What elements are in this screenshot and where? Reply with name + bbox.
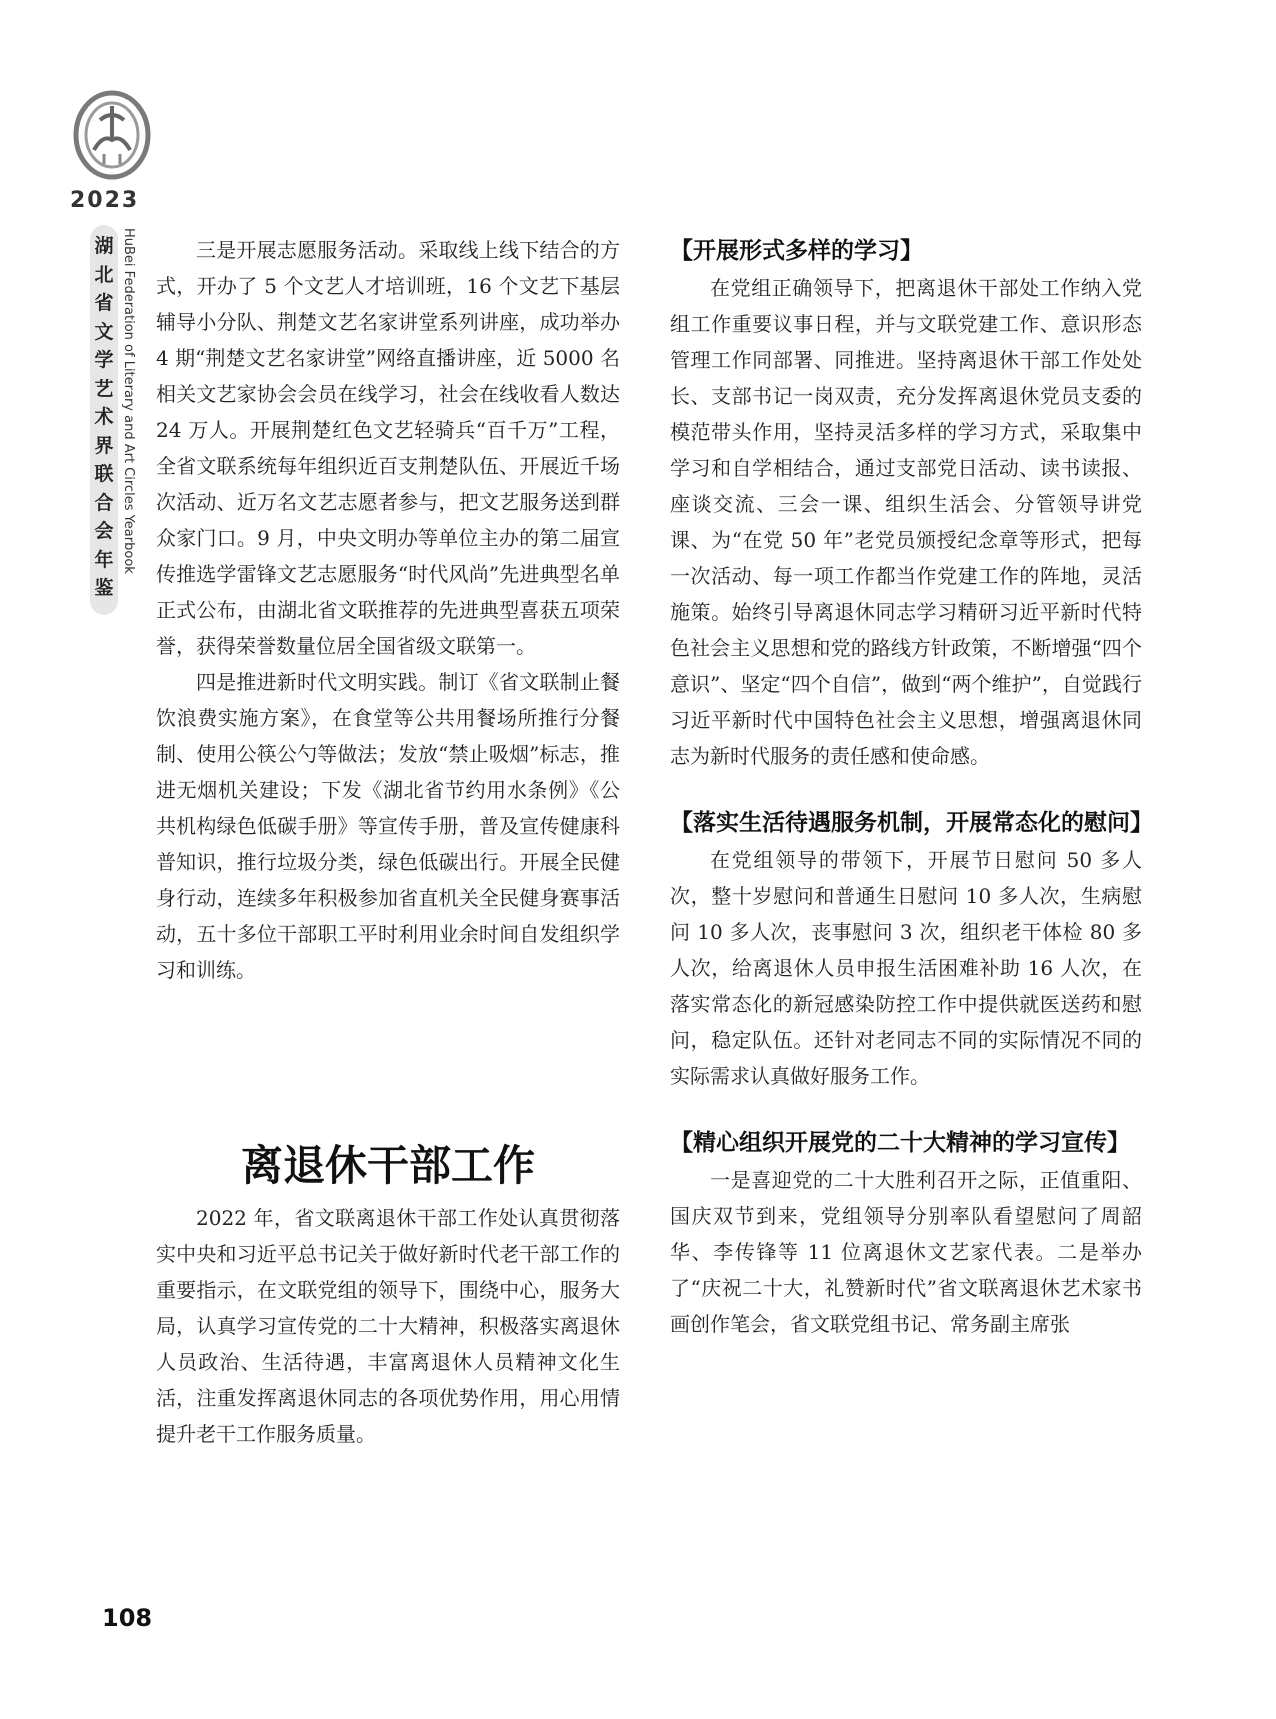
paragraph-twentieth-congress: 一是喜迎党的二十大胜利召开之际，正值重阳、国庆双节到来，党组领导分别率队看望慰问了周韶华、李传锋等 11 位离退休文艺家代表。二是举办了“庆祝二十大，礼赞新时代”省文联离退休艺术家书画创作笔会，省文联党组书记、常务副主席张: [670, 1168, 1142, 1336]
paragraph-volunteer-service: 三是开展志愿服务活动。采取线上线下结合的方式，开办了 5 个文艺人才培训班，16 个文艺下基层辅导小分队、荆楚文艺名家讲堂系列讲座，成功举办 4 期“荆楚文艺名家讲堂”网络直播讲座，近 5000 名相关文艺家协会会员在线学习，社会在线收看人数达 24 万人。开展荆楚红色文艺轻骑兵“百千万”工程，全省文联系统每年组织近百支荆楚队伍、开展近千场次活动、近万名文艺志愿者参与，把文艺服务送到群众家门口。9 月，中央文明办等单位主办的第二届宣传推选学雷锋文艺志愿服务“时代风尚”先进典型名单正式公布，由湖北省文联推荐的先进典型喜获五项荣誉，获得荣誉数量位居全国省级文联第一。: [156, 238, 620, 658]
vertical-title-cn: 湖北省文学艺术界联合会年鉴: [94, 235, 114, 599]
heading-twentieth-congress: 【精心组织开展党的二十大精神的学习宣传】: [670, 1130, 1130, 1156]
right-column: [670, 232, 1153, 1342]
paragraph-study: 在党组正确领导下，把离退休干部处工作纳入党组工作重要议事日程，并与文联党建工作、意识形态管理工作同部署、同推进。坚持离退休干部工作处处长、支部书记一岗双责，充分发挥离退休党员支委的模范带头作用，坚持灵活多样的学习方式，采取集中学习和自学相结合，通过支部党日活动、读书读报、座谈交流、三会一课、组织生活会、分管领导讲党课、为“在党 50 年”老党员颁授纪念章等形式，把每一次活动、每一项工作都当作党建工作的阵地，灵活施策。始终引导离退休同志学习精研习近平新时代特色社会主义思想和党的路线方针政策，不断增强“四个意识”、坚定“四个自信”，做到“两个维护”，自觉践行习近平新时代中国特色社会主义思想，增强离退休同志为新时代服务的责任感和使命感。: [670, 276, 1142, 768]
heading-condolence: 【落实生活待遇服务机制，开展常态化的慰问】: [670, 810, 1153, 836]
year-label: 2023: [70, 188, 140, 213]
section-title: 离退休干部工作: [240, 1141, 535, 1190]
heading-study: 【开展形式多样的学习】: [670, 238, 923, 264]
paragraph-condolence: 在党组领导的带领下，开展节日慰问 50 多人次，整十岁慰问和普通生日慰问 10 多人次，生病慰问 10 多人次，丧事慰问 3 次，组织老干体检 80 多人次，给离退休人员申报生活困难补助 16 人次，在落实常态化的新冠感染防控工作中提供就医送药和慰问，稳定队伍。还针对老同志不同的实际情况不同的实际需求认真做好服务工作。: [670, 848, 1142, 1088]
vertical-title-en: HuBei Federation of Literary and Art Circles Yearbook: [121, 228, 136, 574]
paragraph-civilization-practice: 四是推进新时代文明实践。制订《省文联制止餐饮浪费实施方案》，在食堂等公共用餐场所推行分餐制、使用公筷公勺等做法；发放“禁止吸烟”标志，推进无烟机关建设；下发《湖北省节约用水条例》《公共机构绿色低碳手册》等宣传手册，普及宣传健康科普知识，推行垃圾分类，绿色低碳出行。开展全民健身行动，连续多年积极参加省直机关全民健身赛事活动，五十多位干部职工平时利用业余时间自发组织学习和训练。: [156, 670, 620, 982]
paragraph-retired-intro: 2022 年，省文联离退休干部工作处认真贯彻落实中央和习近平总书记关于做好新时代老干部工作的重要指示，在文联党组的领导下，围绕中心，服务大局，认真学习宣传党的二十大精神，积极落实离退休人员政治、生活待遇，丰富离退休人员精神文化生活，注重发挥离退休同志的各项优势作用，用心用情提升老干工作服务质量。: [156, 1206, 620, 1446]
page-number: 108: [102, 1604, 153, 1632]
yearbook-logo-icon: [72, 90, 152, 180]
left-column: [156, 232, 620, 1452]
